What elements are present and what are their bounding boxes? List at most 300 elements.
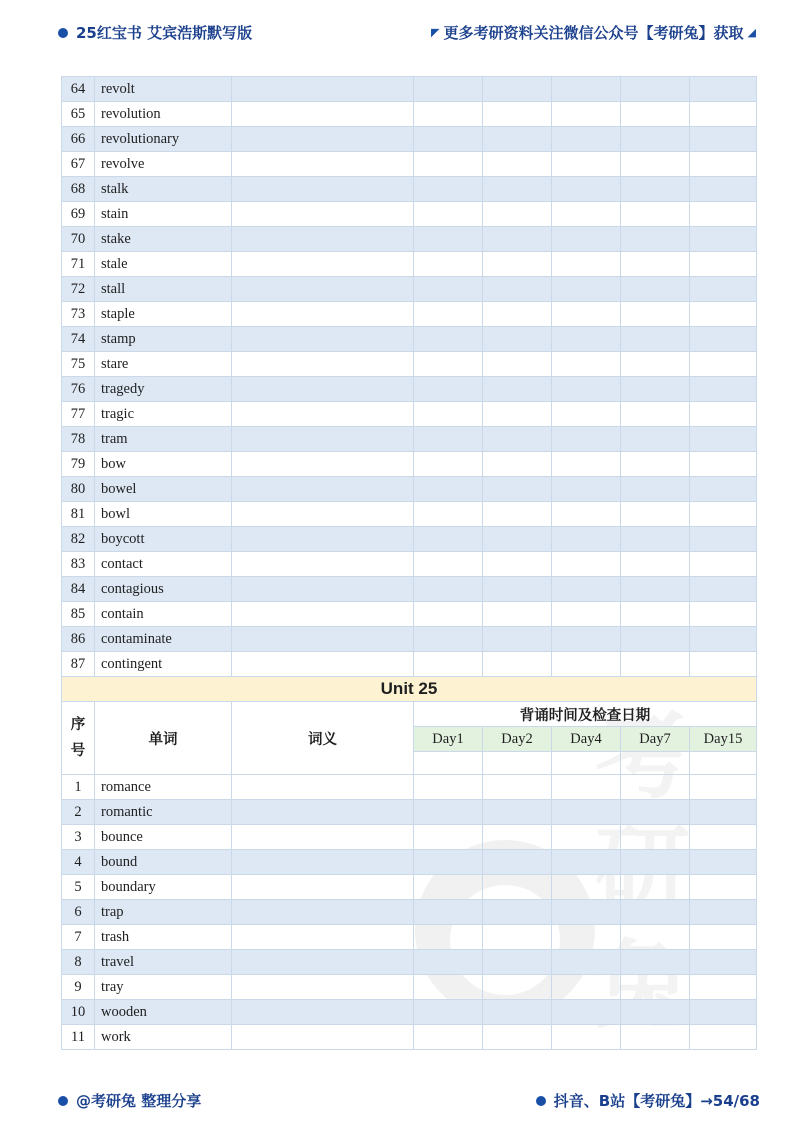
day-check-cell[interactable] xyxy=(552,177,621,202)
day-check-cell[interactable] xyxy=(690,825,757,850)
day-check-cell[interactable] xyxy=(690,302,757,327)
day-check-cell[interactable] xyxy=(621,800,690,825)
row-number: 82 xyxy=(62,527,95,552)
day-check-cell[interactable] xyxy=(483,77,552,102)
day-check-cell[interactable] xyxy=(621,127,690,152)
day-check-cell[interactable] xyxy=(552,950,621,975)
day-check-cell[interactable] xyxy=(414,1025,483,1050)
day-check-cell[interactable] xyxy=(552,850,621,875)
meaning-cell[interactable] xyxy=(232,502,414,527)
day-check-cell[interactable] xyxy=(690,327,757,352)
day-check-cell[interactable] xyxy=(621,352,690,377)
day-check-cell[interactable] xyxy=(690,577,757,602)
word-cell: stake xyxy=(95,227,232,252)
day-check-cell[interactable] xyxy=(690,127,757,152)
word-cell: bound xyxy=(95,850,232,875)
day-check-cell[interactable] xyxy=(690,252,757,277)
row-number: 85 xyxy=(62,602,95,627)
meaning-cell[interactable] xyxy=(232,875,414,900)
day-check-cell[interactable] xyxy=(552,402,621,427)
word-cell: contingent xyxy=(95,652,232,677)
day-check-cell[interactable] xyxy=(621,477,690,502)
day-header: Day2 xyxy=(483,727,552,752)
day-check-cell[interactable] xyxy=(552,227,621,252)
table-row xyxy=(62,227,757,252)
day-check-cell[interactable] xyxy=(690,402,757,427)
row-number: 1 xyxy=(62,775,95,800)
day-check-cell[interactable] xyxy=(414,527,483,552)
day-check-cell[interactable] xyxy=(483,800,552,825)
day-check-cell[interactable] xyxy=(483,477,552,502)
day-check-cell[interactable] xyxy=(690,352,757,377)
day-check-cell[interactable] xyxy=(621,152,690,177)
row-number: 69 xyxy=(62,202,95,227)
day-check-cell[interactable] xyxy=(690,177,757,202)
table-row xyxy=(62,302,757,327)
table-row xyxy=(62,277,757,302)
meaning-cell[interactable] xyxy=(232,377,414,402)
header-meaning: 词义 xyxy=(232,702,414,775)
row-number: 86 xyxy=(62,627,95,652)
day-check-cell[interactable] xyxy=(483,1025,552,1050)
word-cell: contact xyxy=(95,552,232,577)
row-number: 76 xyxy=(62,377,95,402)
day-check-cell[interactable] xyxy=(414,227,483,252)
day-check-cell[interactable] xyxy=(621,850,690,875)
word-cell: stalk xyxy=(95,177,232,202)
day-check-cell[interactable] xyxy=(414,850,483,875)
meaning-cell[interactable] xyxy=(232,302,414,327)
day-check-cell[interactable] xyxy=(552,202,621,227)
day-check-cell[interactable] xyxy=(621,627,690,652)
meaning-cell[interactable] xyxy=(232,177,414,202)
day-check-cell[interactable] xyxy=(552,627,621,652)
day-check-cell[interactable] xyxy=(483,277,552,302)
word-cell: stall xyxy=(95,277,232,302)
meaning-cell[interactable] xyxy=(232,102,414,127)
day-check-cell[interactable] xyxy=(552,152,621,177)
day-check-cell[interactable] xyxy=(621,775,690,800)
row-number: 11 xyxy=(62,1025,95,1050)
day-check-cell[interactable] xyxy=(621,102,690,127)
day-check-cell[interactable] xyxy=(414,452,483,477)
day-check-cell[interactable] xyxy=(483,302,552,327)
day-check-cell[interactable] xyxy=(483,377,552,402)
meaning-cell[interactable] xyxy=(232,252,414,277)
word-cell: romance xyxy=(95,775,232,800)
day-check-cell[interactable] xyxy=(621,427,690,452)
day-check-cell[interactable] xyxy=(690,950,757,975)
day-check-cell[interactable] xyxy=(621,502,690,527)
day-check-cell[interactable] xyxy=(483,352,552,377)
day-check-cell[interactable] xyxy=(621,602,690,627)
meaning-cell[interactable] xyxy=(232,850,414,875)
table-row xyxy=(62,152,757,177)
day-check-cell[interactable] xyxy=(414,127,483,152)
row-number: 79 xyxy=(62,452,95,477)
meaning-cell[interactable] xyxy=(232,527,414,552)
table-row xyxy=(62,577,757,602)
day-check-cell[interactable] xyxy=(690,527,757,552)
table-row xyxy=(62,900,757,925)
day-check-cell[interactable] xyxy=(552,800,621,825)
day-check-cell[interactable] xyxy=(483,875,552,900)
row-number: 66 xyxy=(62,127,95,152)
day-check-cell[interactable] xyxy=(483,152,552,177)
day-check-cell[interactable] xyxy=(621,825,690,850)
day-check-cell[interactable] xyxy=(552,925,621,950)
row-number: 8 xyxy=(62,950,95,975)
word-cell: bowel xyxy=(95,477,232,502)
day-check-cell[interactable] xyxy=(483,177,552,202)
word-cell: tragedy xyxy=(95,377,232,402)
day-check-cell[interactable] xyxy=(552,302,621,327)
day-check-cell[interactable] xyxy=(414,202,483,227)
day-check-cell[interactable] xyxy=(483,950,552,975)
day-check-cell[interactable] xyxy=(414,177,483,202)
meaning-cell[interactable] xyxy=(232,352,414,377)
word-cell: stain xyxy=(95,202,232,227)
day-check-cell[interactable] xyxy=(414,875,483,900)
day-check-cell[interactable] xyxy=(483,602,552,627)
word-cell: revolt xyxy=(95,77,232,102)
day-check-cell[interactable] xyxy=(621,527,690,552)
meaning-cell[interactable] xyxy=(232,227,414,252)
day-check-cell[interactable] xyxy=(483,850,552,875)
day-check-cell[interactable] xyxy=(552,127,621,152)
table-row xyxy=(62,1000,757,1025)
word-cell: revolutionary xyxy=(95,127,232,152)
row-number: 5 xyxy=(62,875,95,900)
row-number: 68 xyxy=(62,177,95,202)
day-check-cell[interactable] xyxy=(552,825,621,850)
meaning-cell[interactable] xyxy=(232,925,414,950)
day-check-cell[interactable] xyxy=(414,402,483,427)
meaning-cell[interactable] xyxy=(232,552,414,577)
day-check-cell[interactable] xyxy=(621,577,690,602)
word-cell: tram xyxy=(95,427,232,452)
word-cell: revolution xyxy=(95,102,232,127)
table-row xyxy=(62,202,757,227)
meaning-cell[interactable] xyxy=(232,477,414,502)
day-check-cell[interactable] xyxy=(414,1000,483,1025)
day-check-cell[interactable] xyxy=(414,950,483,975)
day-check-cell[interactable] xyxy=(414,602,483,627)
day-check-cell[interactable] xyxy=(690,875,757,900)
day-check-cell[interactable] xyxy=(483,825,552,850)
day-check-cell[interactable] xyxy=(621,1000,690,1025)
day-check-cell[interactable] xyxy=(690,427,757,452)
day-check-cell[interactable] xyxy=(552,77,621,102)
day-check-cell[interactable] xyxy=(483,1000,552,1025)
table-row xyxy=(62,127,757,152)
row-number: 78 xyxy=(62,427,95,452)
day-check-cell[interactable] xyxy=(414,775,483,800)
day-check-cell[interactable] xyxy=(690,925,757,950)
day-check-cell[interactable] xyxy=(483,102,552,127)
word-cell: boycott xyxy=(95,527,232,552)
day-check-cell[interactable] xyxy=(552,875,621,900)
day-check-cell[interactable] xyxy=(483,127,552,152)
day-check-cell[interactable] xyxy=(483,252,552,277)
day-check-cell[interactable] xyxy=(414,502,483,527)
meaning-cell[interactable] xyxy=(232,1025,414,1050)
day-check-cell[interactable] xyxy=(552,452,621,477)
day-check-cell[interactable] xyxy=(414,102,483,127)
footer-right xyxy=(536,1090,760,1111)
word-cell: bounce xyxy=(95,825,232,850)
meaning-cell[interactable] xyxy=(232,452,414,477)
day-check-cell[interactable] xyxy=(690,1025,757,1050)
row-number: 87 xyxy=(62,652,95,677)
day-check-cell[interactable] xyxy=(621,302,690,327)
day-check-cell[interactable] xyxy=(483,900,552,925)
day-check-cell[interactable] xyxy=(552,427,621,452)
table-row xyxy=(62,627,757,652)
day-check-cell[interactable] xyxy=(690,800,757,825)
meaning-cell[interactable] xyxy=(232,77,414,102)
day-check-cell[interactable] xyxy=(414,152,483,177)
day-check-cell[interactable] xyxy=(483,925,552,950)
day-check-cell[interactable] xyxy=(690,975,757,1000)
day-check-cell[interactable] xyxy=(414,577,483,602)
day-check-cell[interactable] xyxy=(483,627,552,652)
day-check-cell[interactable] xyxy=(621,552,690,577)
day-check-cell[interactable] xyxy=(552,502,621,527)
day-check-cell[interactable] xyxy=(414,477,483,502)
day-check-cell[interactable] xyxy=(552,652,621,677)
meaning-cell[interactable] xyxy=(232,1000,414,1025)
day-check-cell[interactable] xyxy=(483,527,552,552)
day-check-cell[interactable] xyxy=(483,552,552,577)
day-check-cell[interactable] xyxy=(690,1000,757,1025)
promo-text: 更多考研资料关注微信公众号【考研兔】获取 xyxy=(443,24,744,42)
day-check-cell[interactable] xyxy=(690,277,757,302)
day-check-cell[interactable] xyxy=(621,452,690,477)
meaning-cell[interactable] xyxy=(232,900,414,925)
table-row xyxy=(62,800,757,825)
row-number: 81 xyxy=(62,502,95,527)
table-row xyxy=(62,252,757,277)
meaning-cell[interactable] xyxy=(232,652,414,677)
meaning-cell[interactable] xyxy=(232,975,414,1000)
day-check-cell[interactable] xyxy=(690,102,757,127)
table-row xyxy=(62,477,757,502)
day-check-cell[interactable] xyxy=(690,477,757,502)
meaning-cell[interactable] xyxy=(232,277,414,302)
day-check-cell[interactable] xyxy=(690,77,757,102)
day-check-cell[interactable] xyxy=(414,252,483,277)
day-check-cell[interactable] xyxy=(414,277,483,302)
day-header: Day4 xyxy=(552,727,621,752)
day-check-cell[interactable] xyxy=(552,1025,621,1050)
day-check-cell[interactable] xyxy=(621,875,690,900)
triangle-left-icon: ◤ xyxy=(431,26,440,39)
day-check-cell[interactable] xyxy=(621,327,690,352)
day-check-cell[interactable] xyxy=(621,227,690,252)
day-check-cell[interactable] xyxy=(483,227,552,252)
bullet-dot-icon xyxy=(58,28,68,38)
row-number: 77 xyxy=(62,402,95,427)
header-seq xyxy=(62,702,95,775)
meaning-cell[interactable] xyxy=(232,825,414,850)
day-check-cell[interactable] xyxy=(690,602,757,627)
day-check-cell[interactable] xyxy=(483,652,552,677)
footer-credit: @考研兔 整理分享 xyxy=(76,1092,202,1110)
table-row xyxy=(62,775,757,800)
day-check-cell[interactable] xyxy=(552,527,621,552)
day-check-cell[interactable] xyxy=(690,775,757,800)
day-check-cell[interactable] xyxy=(690,227,757,252)
triangle-right-icon: ◢ xyxy=(747,26,756,39)
header-seq-label: 序 号 xyxy=(70,717,86,759)
meaning-cell[interactable] xyxy=(232,127,414,152)
day-check-cell[interactable] xyxy=(552,1000,621,1025)
day-check-cell[interactable] xyxy=(552,102,621,127)
header-review: 背诵时间及检查日期 xyxy=(414,702,757,727)
day-check-cell[interactable] xyxy=(552,277,621,302)
day-check-cell[interactable] xyxy=(621,900,690,925)
day-check-cell[interactable] xyxy=(414,825,483,850)
day-check-cell[interactable] xyxy=(621,177,690,202)
day-check-cell[interactable] xyxy=(690,452,757,477)
day-check-cell[interactable] xyxy=(552,975,621,1000)
row-number: 64 xyxy=(62,77,95,102)
word-cell: wooden xyxy=(95,1000,232,1025)
day-check-cell[interactable] xyxy=(621,77,690,102)
day-check-cell[interactable] xyxy=(621,252,690,277)
meaning-cell[interactable] xyxy=(232,577,414,602)
day-cell xyxy=(552,752,621,775)
day-check-cell[interactable] xyxy=(414,627,483,652)
day-check-cell[interactable] xyxy=(552,552,621,577)
day-check-cell[interactable] xyxy=(552,775,621,800)
row-number: 10 xyxy=(62,1000,95,1025)
word-cell: boundary xyxy=(95,875,232,900)
day-check-cell[interactable] xyxy=(690,552,757,577)
meaning-cell[interactable] xyxy=(232,627,414,652)
day-check-cell[interactable] xyxy=(621,277,690,302)
day-cell xyxy=(621,752,690,775)
row-number: 80 xyxy=(62,477,95,502)
day-check-cell[interactable] xyxy=(552,377,621,402)
row-number: 6 xyxy=(62,900,95,925)
row-number: 7 xyxy=(62,925,95,950)
day-check-cell[interactable] xyxy=(483,427,552,452)
day-check-cell[interactable] xyxy=(483,327,552,352)
day-check-cell[interactable] xyxy=(621,377,690,402)
table-row xyxy=(62,850,757,875)
day-check-cell[interactable] xyxy=(483,402,552,427)
day-check-cell[interactable] xyxy=(690,377,757,402)
day-check-cell[interactable] xyxy=(552,352,621,377)
day-check-cell[interactable] xyxy=(690,900,757,925)
table-row xyxy=(62,402,757,427)
word-cell: tray xyxy=(95,975,232,1000)
row-number: 73 xyxy=(62,302,95,327)
table-row xyxy=(62,925,757,950)
table-row xyxy=(62,652,757,677)
day-check-cell[interactable] xyxy=(621,950,690,975)
day-check-cell[interactable] xyxy=(483,202,552,227)
day-check-cell[interactable] xyxy=(414,975,483,1000)
meaning-cell[interactable] xyxy=(232,402,414,427)
header-right xyxy=(427,22,760,43)
day-check-cell[interactable] xyxy=(621,975,690,1000)
page-info: 抖音、B站【考研兔】→54/68 xyxy=(553,1092,760,1110)
meaning-cell[interactable] xyxy=(232,202,414,227)
day-check-cell[interactable] xyxy=(483,775,552,800)
day-check-cell[interactable] xyxy=(621,1025,690,1050)
meaning-cell[interactable] xyxy=(232,950,414,975)
meaning-cell[interactable] xyxy=(232,152,414,177)
word-cell: contagious xyxy=(95,577,232,602)
day-check-cell[interactable] xyxy=(552,327,621,352)
day-check-cell[interactable] xyxy=(414,77,483,102)
day-cell xyxy=(690,752,757,775)
day-check-cell[interactable] xyxy=(621,925,690,950)
day-check-cell[interactable] xyxy=(483,502,552,527)
row-number: 4 xyxy=(62,850,95,875)
day-check-cell[interactable] xyxy=(414,377,483,402)
day-header: Day1 xyxy=(414,727,483,752)
word-cell: trap xyxy=(95,900,232,925)
day-check-cell[interactable] xyxy=(414,925,483,950)
day-check-cell[interactable] xyxy=(690,850,757,875)
word-cell: trash xyxy=(95,925,232,950)
meaning-cell[interactable] xyxy=(232,327,414,352)
day-check-cell[interactable] xyxy=(690,652,757,677)
meaning-cell[interactable] xyxy=(232,775,414,800)
word-cell: work xyxy=(95,1025,232,1050)
day-check-cell[interactable] xyxy=(552,900,621,925)
day-check-cell[interactable] xyxy=(690,152,757,177)
day-check-cell[interactable] xyxy=(414,302,483,327)
table-row xyxy=(62,1025,757,1050)
day-check-cell[interactable] xyxy=(621,652,690,677)
day-check-cell[interactable] xyxy=(552,577,621,602)
day-check-cell[interactable] xyxy=(414,652,483,677)
day-check-cell[interactable] xyxy=(690,202,757,227)
day-check-cell[interactable] xyxy=(483,577,552,602)
meaning-cell[interactable] xyxy=(232,602,414,627)
day-check-cell[interactable] xyxy=(414,427,483,452)
row-number: 65 xyxy=(62,102,95,127)
day-header: Day15 xyxy=(690,727,757,752)
word-cell: stare xyxy=(95,352,232,377)
day-check-cell[interactable] xyxy=(621,202,690,227)
day-check-cell[interactable] xyxy=(690,502,757,527)
day-check-cell[interactable] xyxy=(483,452,552,477)
page-header xyxy=(0,0,800,66)
footer-left xyxy=(58,1090,201,1111)
day-check-cell[interactable] xyxy=(690,627,757,652)
day-check-cell[interactable] xyxy=(414,900,483,925)
day-check-cell[interactable] xyxy=(414,327,483,352)
day-check-cell[interactable] xyxy=(483,975,552,1000)
meaning-cell[interactable] xyxy=(232,800,414,825)
day-check-cell[interactable] xyxy=(621,402,690,427)
day-check-cell[interactable] xyxy=(414,352,483,377)
table-row xyxy=(62,352,757,377)
day-check-cell[interactable] xyxy=(414,800,483,825)
day-check-cell[interactable] xyxy=(552,252,621,277)
day-check-cell[interactable] xyxy=(414,552,483,577)
day-check-cell[interactable] xyxy=(552,602,621,627)
word-cell: travel xyxy=(95,950,232,975)
day-check-cell[interactable] xyxy=(552,477,621,502)
meaning-cell[interactable] xyxy=(232,427,414,452)
